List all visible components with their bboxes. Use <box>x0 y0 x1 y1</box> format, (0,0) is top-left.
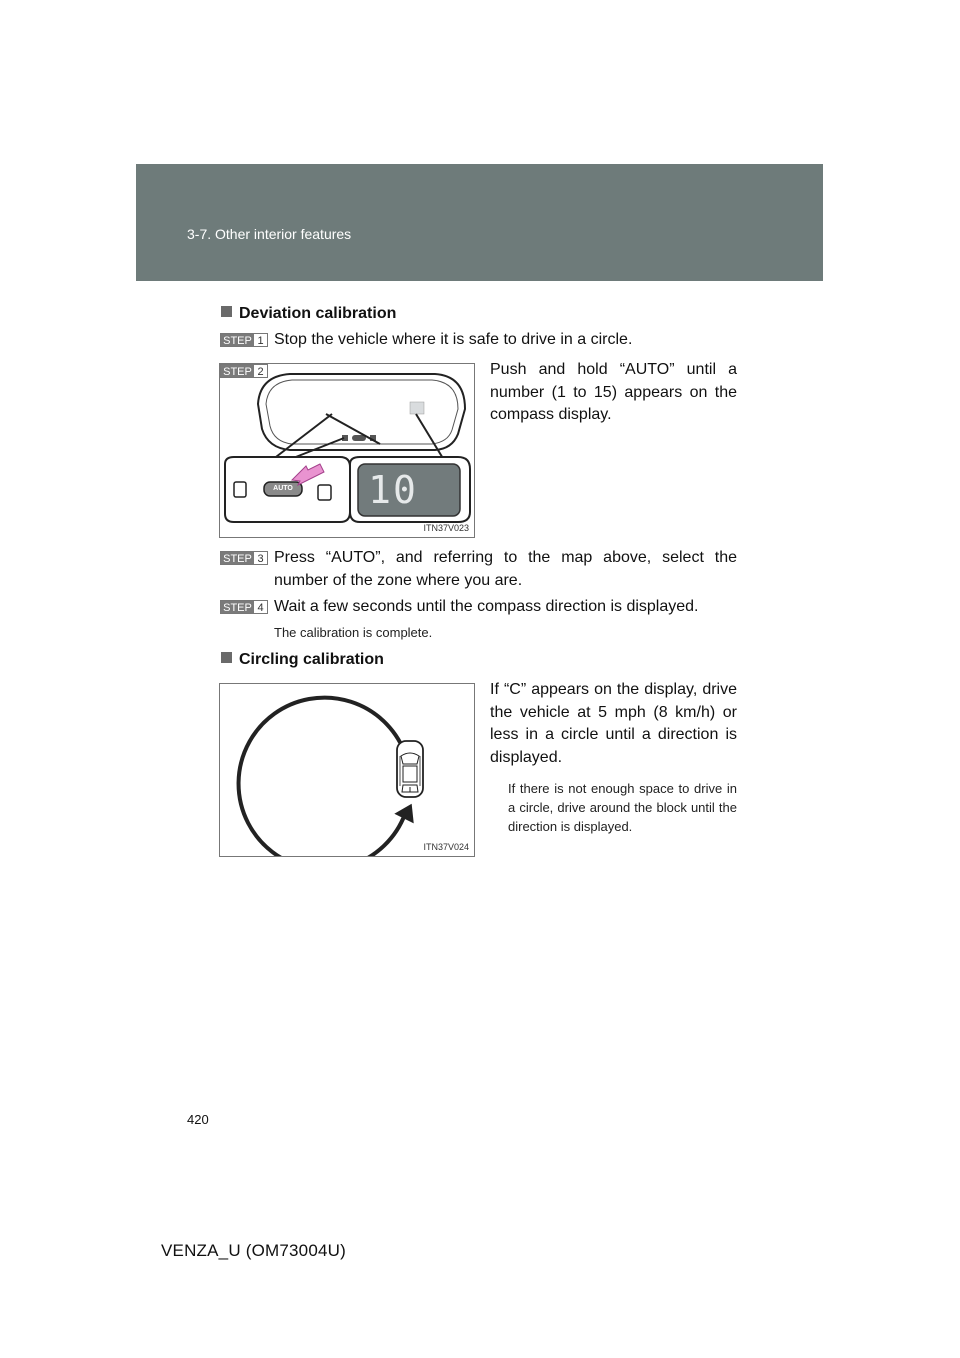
step-4-text: Wait a few seconds until the compass direction is displayed. <box>274 598 699 615</box>
header-band <box>136 164 823 281</box>
figure-id: ITN37V023 <box>423 523 469 533</box>
figure-id: ITN37V024 <box>423 842 469 852</box>
step-1-text: Stop the vehicle where it is safe to drive in a circle. <box>274 331 633 348</box>
step-badge-3: STEP 3 <box>220 551 268 565</box>
square-bullet-icon <box>221 652 232 663</box>
page-number: 420 <box>187 1112 209 1127</box>
circle-drive-figure <box>219 683 475 857</box>
step-badge-4: STEP 4 <box>220 600 268 614</box>
step-badge-2: STEP 2 <box>220 364 268 378</box>
manual-code: VENZA_U (OM73004U) <box>161 1241 346 1260</box>
auto-button-label: AUTO <box>273 485 293 492</box>
mirror-figure <box>219 363 475 538</box>
section-title: 3-7. Other interior features <box>187 226 352 242</box>
square-bullet-icon <box>221 306 232 317</box>
circling-text: If “C” appears on the display, drive the vehicle at 5 mph (8 km/h) or less in a circle until a direction is displayed. <box>490 681 737 766</box>
deviation-heading: Deviation calibration <box>221 305 396 323</box>
circling-note: If there is not enough space to drive in a circle, drive around the block until the direction is displayed. <box>508 781 737 834</box>
step-2-text: Push and hold “AUTO” until a number (1 to 15) appears on the compass display. <box>490 361 737 423</box>
calibration-complete-note: The calibration is complete. <box>274 625 433 640</box>
circling-heading: Circling calibration <box>221 651 384 669</box>
step-3-text: Press “AUTO”, and referring to the map above, select the number of the zone where you are. <box>274 549 737 589</box>
circle-path-illustration <box>220 684 475 857</box>
step-badge-1: STEP 1 <box>220 333 268 347</box>
mirror-illustration <box>220 364 475 538</box>
compass-display-value: 10 <box>368 468 418 512</box>
